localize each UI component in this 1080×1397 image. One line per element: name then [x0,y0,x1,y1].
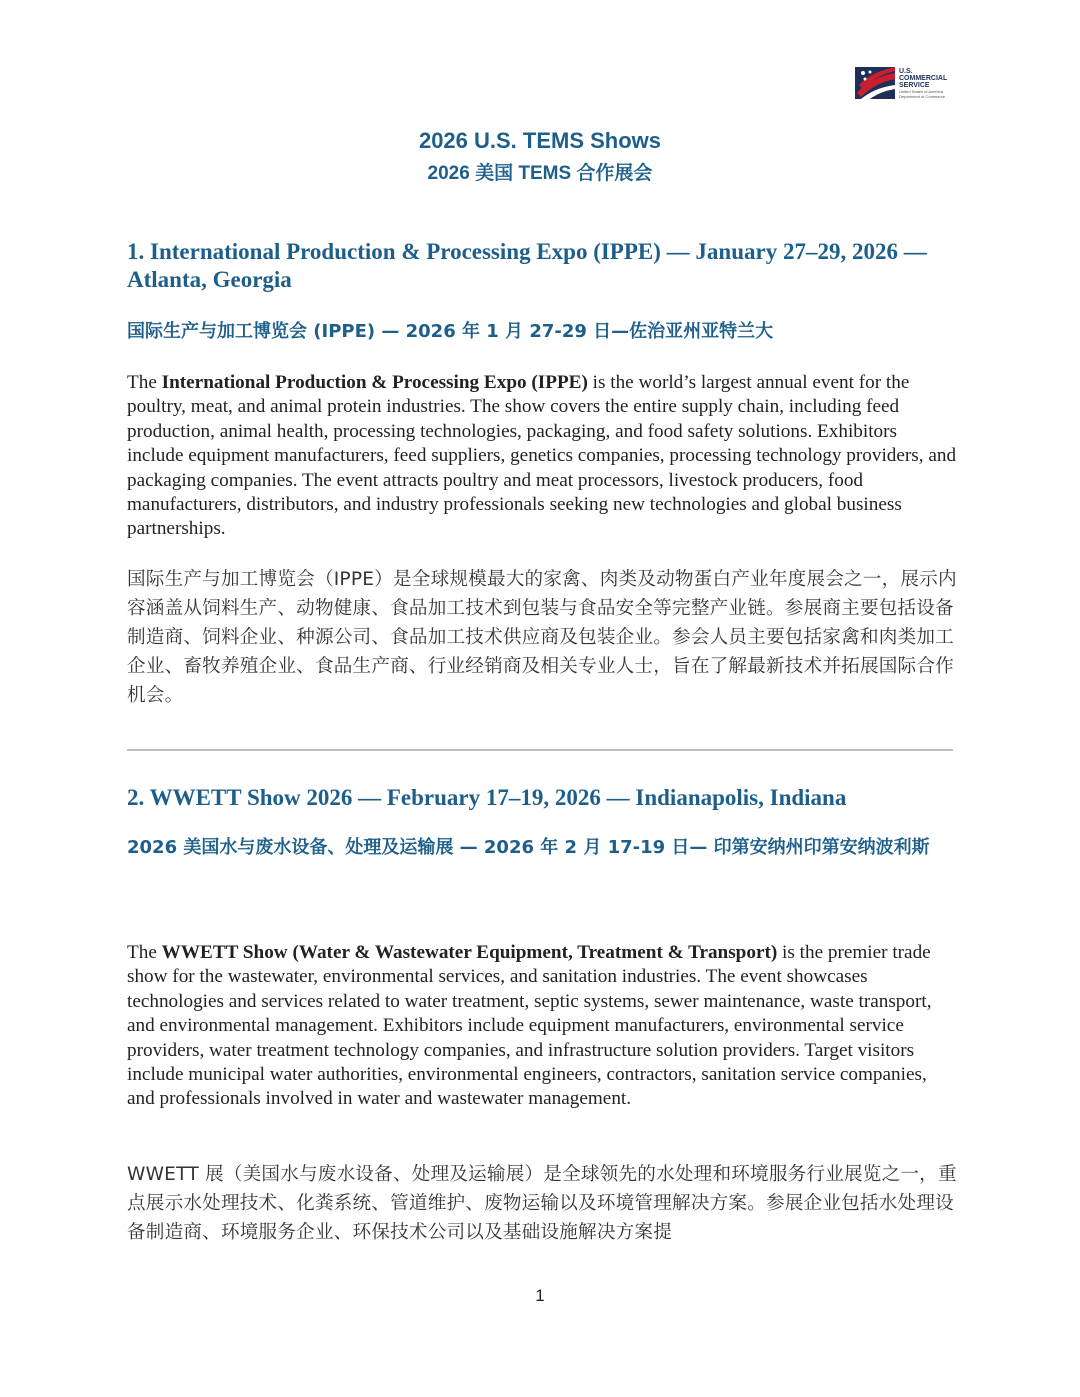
document-title-cn: 2026 美国 TEMS 合作展会 [427,163,653,184]
section-1-show-name: International Production & Processing Expo (IPPE) [161,372,588,393]
flag-eagle-icon [853,63,897,103]
document-title-en: 2026 U.S. TEMS Shows [418,128,662,153]
section-2-paragraph-en: The WWETT Show (Water & Wastewater Equipment, Treatment & Transport) is the premier trade show for the wastewater, environmental services, and sanitation industries. The event showcases technologies and services related to water treatment, septic systems, sewer maintenance, waste transport, and environmental management. Exhibitors include equipment manufacturers, environmental service providers, water treatment technology companies, and infrastructure solution providers. Target visitors include municipal water authorities, environmental engineers, contractors, sanitation service companies, and professionals involved in water and wastewater management. [127,942,932,1110]
logo-text-commercial: COMMERCIAL [899,74,948,82]
section-2-show-name: WWETT Show (Water & Wastewater Equipment, Treatment & Transport) [161,942,778,963]
logo-text-us: U.S. [899,67,913,75]
section-2-heading-cn: 2026 美国水与废水设备、处理及运输展 — 2026 年 2 月 17-19 日— 印第安纳州印第安纳波利斯 [127,837,930,858]
page-number: 1 [535,1286,545,1305]
us-commercial-service-logo [853,62,957,104]
section-2-paragraph-cn: WWETT 展（美国水与废水设备、处理及运输展）是全球领先的水处理和环境服务行业展览之一，重点展示水处理技术、化粪系统、管道维护、废物运输以及环境管理解决方案。参展企业包括水处理设备制造商、环境服务企业、环保技术公司以及基础设施解决方案提 [127,1164,957,1243]
section-1-heading-en: 1. International Production & Processing Expo (IPPE) — January 27–29, 2026 — Atlanta, Georgia [127,239,927,292]
section-2-heading-en: 2. WWETT Show 2026 — February 17–19, 2026 — Indianapolis, Indiana [127,785,847,810]
section-divider [127,749,953,751]
logo-text-usa: United States of America [899,88,944,94]
section-1-paragraph-cn: 国际生产与加工博览会（IPPE）是全球规模最大的家禽、肉类及动物蛋白产业年度展会之一，展示内容涵盖从饲料生产、动物健康、食品加工技术到包装与食品安全等完整产业链。参展商主要包括设备制造商、饲料企业、种源公司、食品加工技术供应商及包装企业。参会人员主要包括家禽和肉类加工企业、畜牧养殖企业、食品生产商、行业经销商及相关专业人士，旨在了解最新技术并拓展国际合作机会。 [127,569,957,706]
section-1-paragraph-en: The International Production & Processing Expo (IPPE) is the world’s largest annual event for the poultry, meat, and animal protein industries. The show covers the entire supply chain, including feed production, animal health, processing technologies, packaging, and food safety solutions. Exhibitors include equipment manufacturers, feed suppliers, genetics companies, processing technology providers, and packaging companies. The event attracts poultry and meat processors, livestock producers, food manufacturers, distributors, and industry professionals seeking new technologies and global business partnerships. [127,372,957,540]
logo-text-service: SERVICE [899,81,930,89]
logo-text-doc: Department of Commerce [899,93,946,99]
section-1-heading-cn: 国际生产与加工博览会 (IPPE) — 2026 年 1 月 27-29 日—佐治亚州亚特兰大 [127,321,774,342]
